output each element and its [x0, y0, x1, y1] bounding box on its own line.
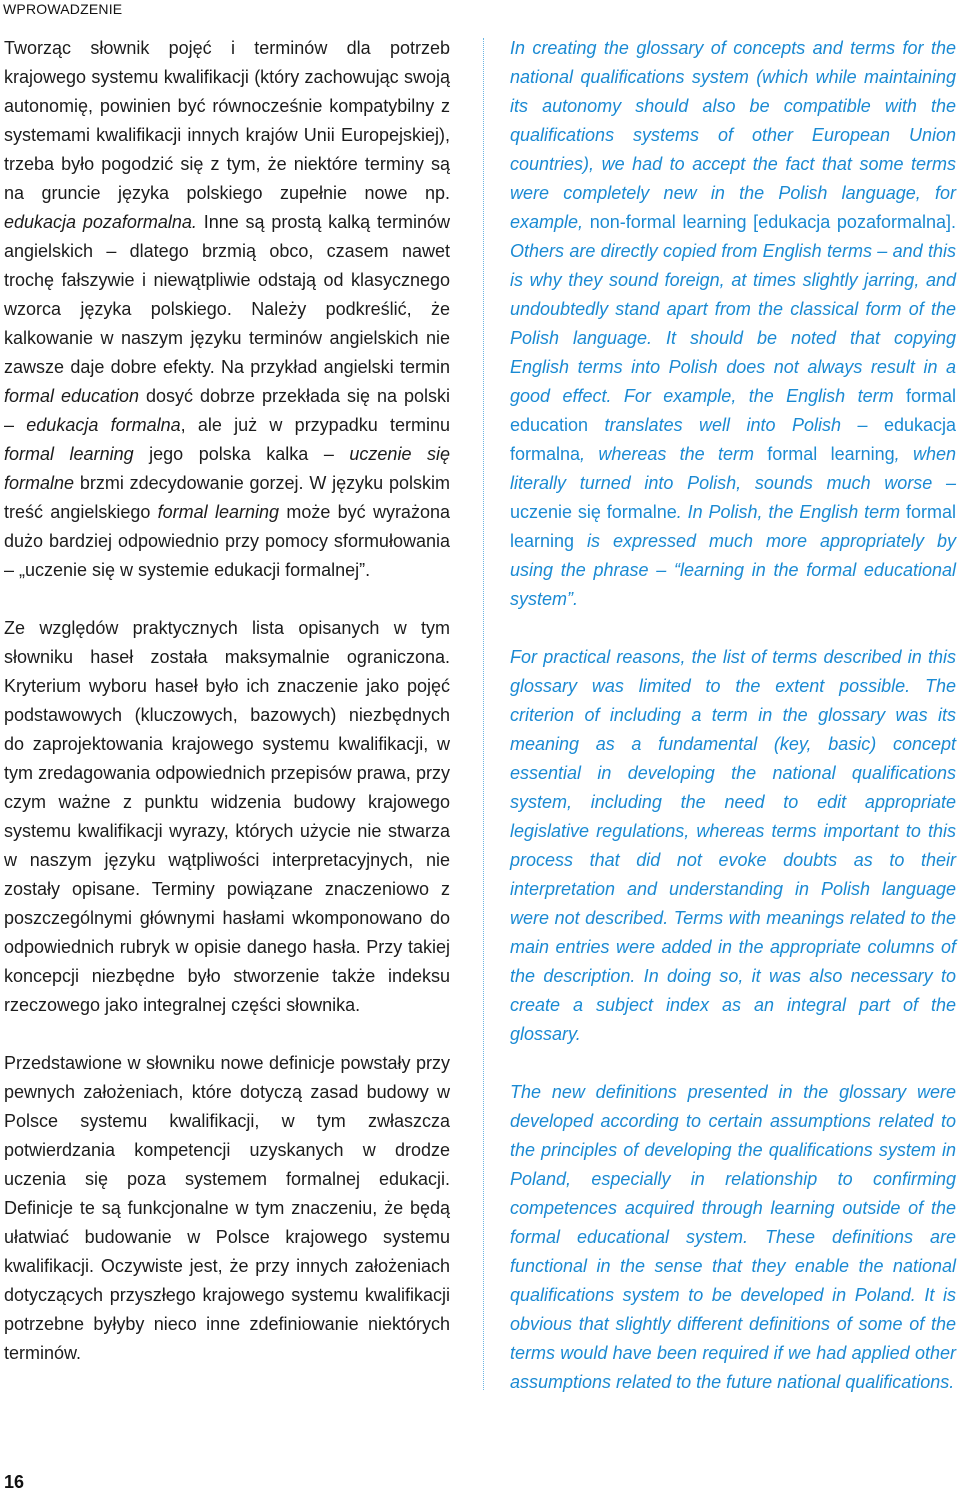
text-run: , whereas the term	[580, 444, 768, 464]
upright-term: non-formal learning [edukacja pozaformalna].	[589, 212, 956, 232]
text-run: . In Polish, the English term	[676, 502, 906, 522]
italic-term: edukacja pozaformalna.	[4, 212, 197, 232]
upright-term: formal learning	[767, 444, 895, 464]
text-run: może być wyrażona dużo bardziej odpowiednio przy pomocy sformułowania – „uczenie się w systemie edukacji formalnej”.	[4, 502, 450, 580]
column-divider	[483, 38, 484, 1390]
english-paragraph-1	[510, 34, 956, 614]
text-run: , ale już w przypadku terminu	[180, 415, 451, 435]
upright-term: formal learning	[510, 502, 956, 551]
polish-paragraph-1	[4, 34, 450, 585]
italic-term: formal learning	[4, 444, 134, 464]
page-number: 16	[4, 1472, 25, 1492]
polish-column	[4, 34, 450, 1397]
text-run: Inne są prostą kalką terminów angielskich – dlatego brzmią obco, czasem nawet trochę fałszywie i niewątpliwie odstają od klasycznego wzorca języka polskiego. Należy podkreślić, że kalkowanie w naszym języku terminów angielskich nie zawsze daje dobre efekty. Na przykład angielski termin	[4, 212, 450, 377]
text-run: Tworząc słownik pojęć i terminów dla potrzeb krajowego systemu kwalifikacji (który zachowując swoją autonomię, powinien być równocześnie kompatybilny z systemami kwalifikacji innych krajów Unii Europejskiej), trzeba było pogodzić się z tym, że niektóre terminy są na gruncie języka polskiego zupełnie nowe np.	[4, 38, 450, 203]
text-run: is expressed much more appropriately by using the phrase – “learning in the formal educational system”.	[510, 531, 956, 609]
polish-paragraph-3: Przedstawione w słowniku nowe definicje powstały przy pewnych założeniach, które dotyczą zasad budowy w Polsce systemu kwalifikacji, w tym zwłaszcza potwierdzania kompetencji uzyskanych w drodze uczenia się poza systemem formalnej edukacji. Definicje te są funkcjonalne w tym znaczeniu, że będą ułatwiać budowanie w Polsce krajowego systemu kwalifikacji. Oczywiste jest, że przy innych założeniach dotyczących przyszłego krajowego systemu kwalifikacji potrzebne byłyby nieco inne zdefiniowanie niektórych terminów.	[4, 1053, 450, 1363]
english-column	[510, 34, 956, 1426]
upright-term: uczenie się formalne	[510, 502, 677, 522]
polish-paragraph-2: Ze względów praktycznych lista opisanych w tym słowniku haseł została maksymalnie ograniczona. Kryterium wyboru haseł było ich znaczenie jako pojęć podstawowych (kluczowych, bazowych) niezbędnych do zaprojektowania krajowego systemu kwalifikacji, w tym zredagowania odpowiednich przepisów prawa, przy czym ważne z punktu widzenia budowy krajowego systemu kwalifikacji wyrazy, których użycie nie stwarza w naszym języku wątpliwości interpretacyjnych, nie zostały opisane. Terminy powiązane znaczeniowo z poszczególnymi głównymi hasłami wkomponowano do odpowiednich rubryk w opisie danego hasła. Przy takiej koncepcji niezbędne było stworzenie także indeksu rzeczowego jako integralnej części słownika.	[4, 618, 450, 1015]
italic-term: formal education	[4, 386, 140, 406]
italic-term: edukacja formalna	[26, 415, 181, 435]
text-run: Others are directly copied from English terms – and this is why they sound foreign, at times slightly jarring, and undoubtedly stand apart from the classical form of the Polish language. It should be noted that copying English terms into Polish does not always result in a good effect. For example, the English term	[510, 241, 956, 406]
text-run: translates well into Polish –	[588, 415, 884, 435]
text-run: brzmi zdecydowanie gorzej. W języku polskim treść angielskiego	[4, 473, 450, 522]
italic-term: formal learning	[157, 502, 280, 522]
italic-term: uczenie się formalne	[4, 444, 450, 493]
english-paragraph-3: The new definitions presented in the glossary were developed according to certain assumptions related to the principles of developing the qualifications system in Poland, especially in relationship to confirming competences acquired through learning outside of the formal educational system. These definitions are functional in the sense that they enable the national qualifications system to be developed in Poland. It is obvious that slightly different definitions of some of the terms would have been required if we had applied other assumptions related to the future national qualifications.	[510, 1082, 956, 1392]
section-label: WPROWADZENIE	[3, 1, 123, 17]
english-paragraph-2: For practical reasons, the list of terms described in this glossary was limited to the extent possible. The criterion of including a term in the glossary was its meaning as a fundamental (key, basic) concept essential in developing the national qualifications system, including the need to edit appropriate legislative regulations, whereas terms important to this process that did not evoke doubts as to their interpretation and understanding in Polish language were not described. Terms with meanings related to the main entries were added in the appropriate columns of the description. In doing so, it was also necessary to create a subject index as an integral part of the glossary.	[510, 647, 956, 1044]
text-run: In creating the glossary of concepts and terms for the national qualifications system (which while maintaining its autonomy should also be compatible with the qualifications systems of other European Union countries), we had to accept the fact that some terms were completely new in the Polish language, for example,	[510, 38, 956, 232]
text-run: dosyć dobrze przekłada się na polski –	[4, 386, 450, 435]
text-run: jego polska kalka –	[133, 444, 350, 464]
upright-term: edukacja formalna	[510, 415, 956, 464]
text-run: , when literally turned into Polish, sounds much worse –	[510, 444, 956, 493]
upright-term: formal education	[510, 386, 956, 435]
